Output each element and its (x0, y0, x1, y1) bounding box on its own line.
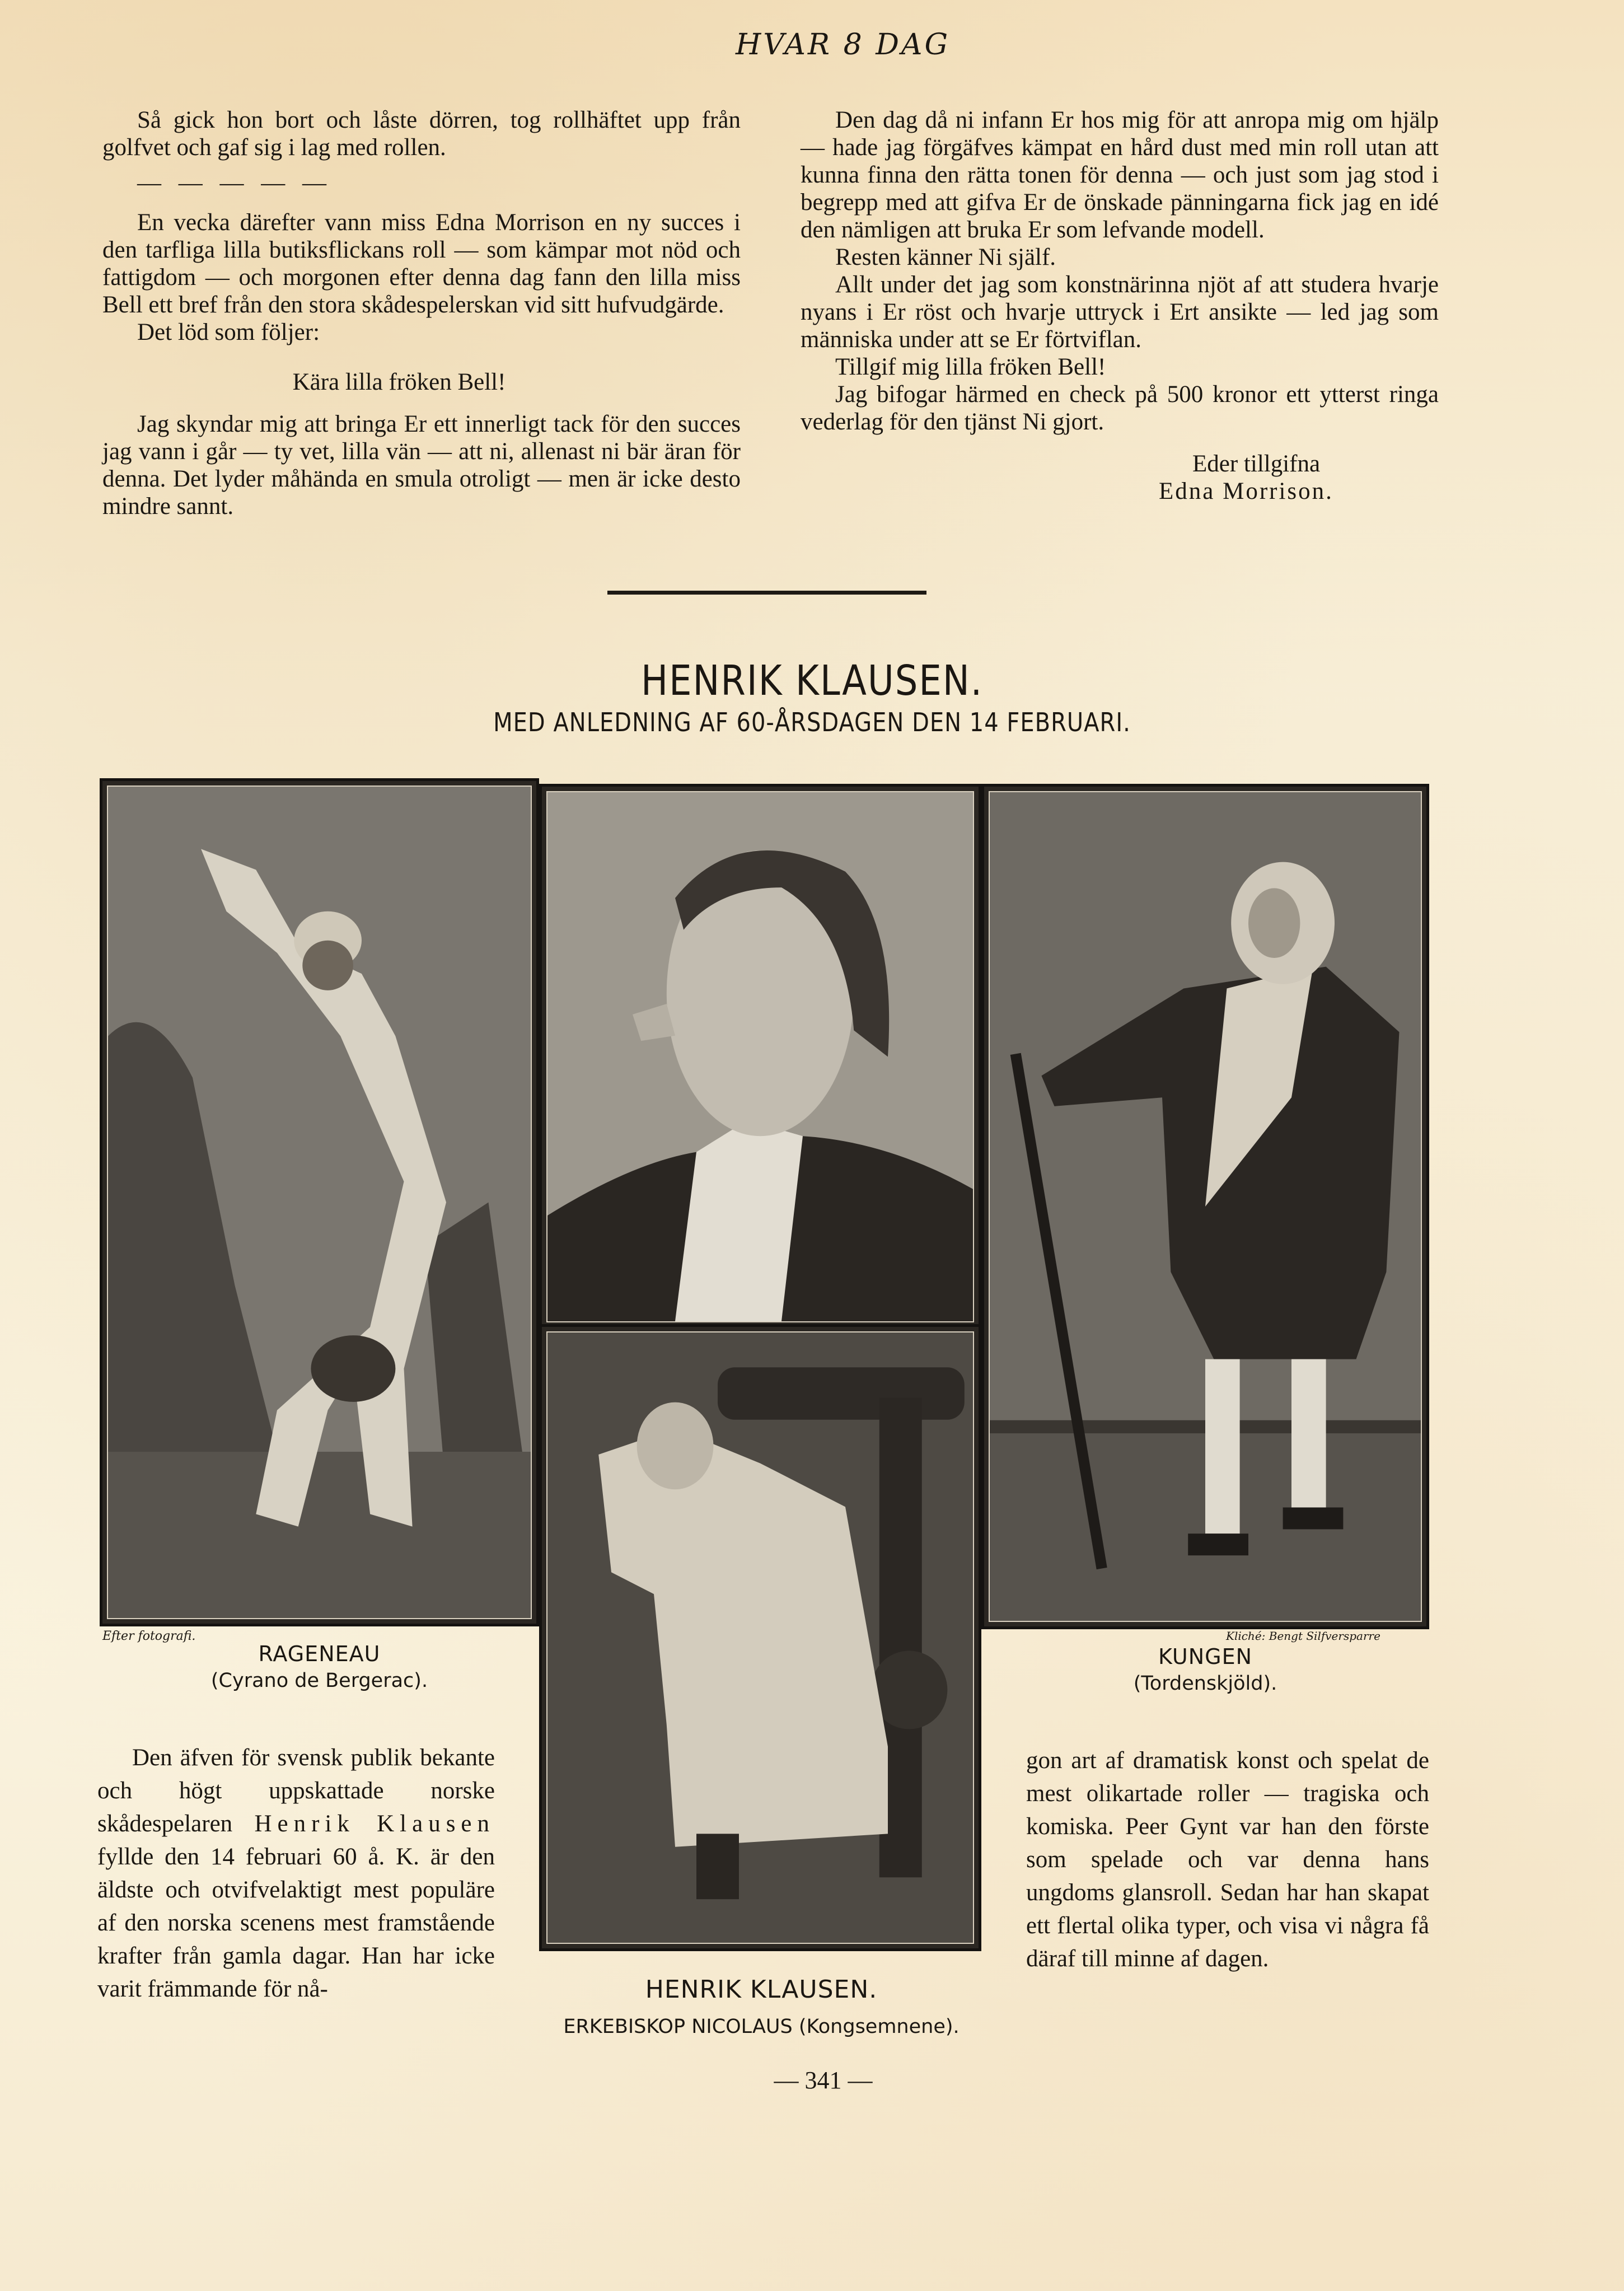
caption-subtitle: (Cyrano de Bergerac). (210, 1670, 428, 1692)
letter-closing: Eder tillgifna (1192, 451, 1321, 477)
photo-caption-center (493, 1976, 1030, 2040)
paragraph: Jag bifogar härmed en check på 500 kronor ett ytterst ringa vederlag för den tjänst Ni gjort. (801, 381, 1439, 435)
article-subtitle: MED ANLEDNING AF 60-ÅRSDAGEN DEN 14 FEBRUARI. (493, 708, 1131, 738)
section-divider-rule (607, 591, 926, 595)
photo-credit: Kliché: Bengt Silfversparre (1226, 1629, 1380, 1643)
story-left-column (102, 106, 741, 520)
paragraph (97, 1741, 495, 2005)
seated-figure-illustration-icon (547, 1332, 973, 1943)
photo-portrait (539, 784, 981, 1330)
paragraph: Så gick hon bort och låste dörren, tog rollhäftet upp från golfvet och gaf sig i lag med rollen. (102, 107, 741, 161)
story-right-column (801, 106, 1439, 505)
caption-subtitle: (Tordenskjöld). (1133, 1672, 1277, 1695)
paragraph: Den dag då ni infann Er hos mig för att anropa mig om hjälp — hade jag förgäfves kämpat en hård dust med min roll utan att kunna finna den rätta tonen för denna — och just som jag stod i begrepp med att gifva Er de önskade pänningarna fick jag en idé den nämligen att bruka Er som lefvande modell. (801, 107, 1439, 243)
page-number: — 341 — (774, 2066, 873, 2094)
photo-credit: Efter fotografi. (102, 1629, 196, 1643)
caption-title: HENRIK KLAUSEN. (645, 1975, 878, 2004)
caption-title: RAGENEAU (258, 1642, 381, 1666)
photo-caption-rageneau (100, 1640, 539, 1694)
figure-illustration-icon (108, 787, 531, 1618)
paragraph: Tillgif mig lilla fröken Bell! (835, 354, 1106, 380)
photo-rageneau (100, 778, 539, 1626)
paragraph: Det löd som följer: (137, 319, 320, 345)
paragraph: Resten känner Ni själf. (835, 244, 1056, 270)
caption-subtitle: ERKEBISKOP NICOLAUS (Kongsemnene). (563, 2016, 960, 2038)
body-text: fyllde den 14 februari 60 å. K. är den äldste och otvifvelaktigt mest populäre af den norska scenens mest framstående krafter från gamla dagar. Han har icke varit främmande för nå- (97, 1844, 495, 2002)
article-body-left (97, 1741, 495, 2005)
article-title: HENRIK KLAUSEN. (640, 657, 984, 705)
section-separator: — — — — — (137, 170, 332, 196)
standing-figure-illustration-icon (990, 792, 1421, 1621)
person-name: Henrik (254, 1811, 355, 1837)
caption-title: KUNGEN (1158, 1644, 1253, 1669)
photo-kungen (981, 784, 1429, 1629)
portrait-illustration-icon (547, 792, 973, 1321)
paragraph: Allt under det jag som konstnärinna njöt af att studera hvarje nyans i Er röst och hvarje uttryck i Ert ansikte — led jag som människa under att se Er förtviflan. (801, 272, 1439, 353)
letter-signature: Edna Morrison. (1159, 478, 1333, 504)
running-head: HVAR 8 DAG (735, 28, 950, 62)
body-text: Den äfven för svensk publik bekante och högt uppskattade norske skådespelaren (97, 1745, 495, 1837)
paragraph: En vecka därefter vann miss Edna Morrison en ny succes i den tarfliga lilla butiksflickans roll — som kämpar mot nöd och fattigdom — och morgonen efter denna dag fann den lilla miss Bell ett bref från den stora skådespelerskan vid sitt hufvudgärde. (102, 209, 741, 318)
letter-salutation: Kära lilla fröken Bell! (292, 369, 506, 395)
paragraph: gon art af dramatisk konst och spelat de mest olikartade roller — tragiska och komiska. Peer Gynt var han den förste som spelade och var denna hans ungdoms glansroll. Sedan har han skapat ett flertal olika typer, och visa vi några få däraf till minne af dagen. (1026, 1747, 1429, 1972)
paragraph: Jag skyndar mig att bringa Er ett innerligt tack för den succes jag vann i går — ty vet, lilla vän — att ni, allenast ni bär äran för denna. Det lyder måhända en smula otroligt — men är icke desto mindre sannt. (102, 411, 741, 520)
person-name: Klausen (377, 1811, 495, 1837)
article-body-right (1026, 1744, 1429, 1975)
photo-caption-kungen (981, 1643, 1429, 1697)
photo-nicolaus (539, 1324, 981, 1951)
